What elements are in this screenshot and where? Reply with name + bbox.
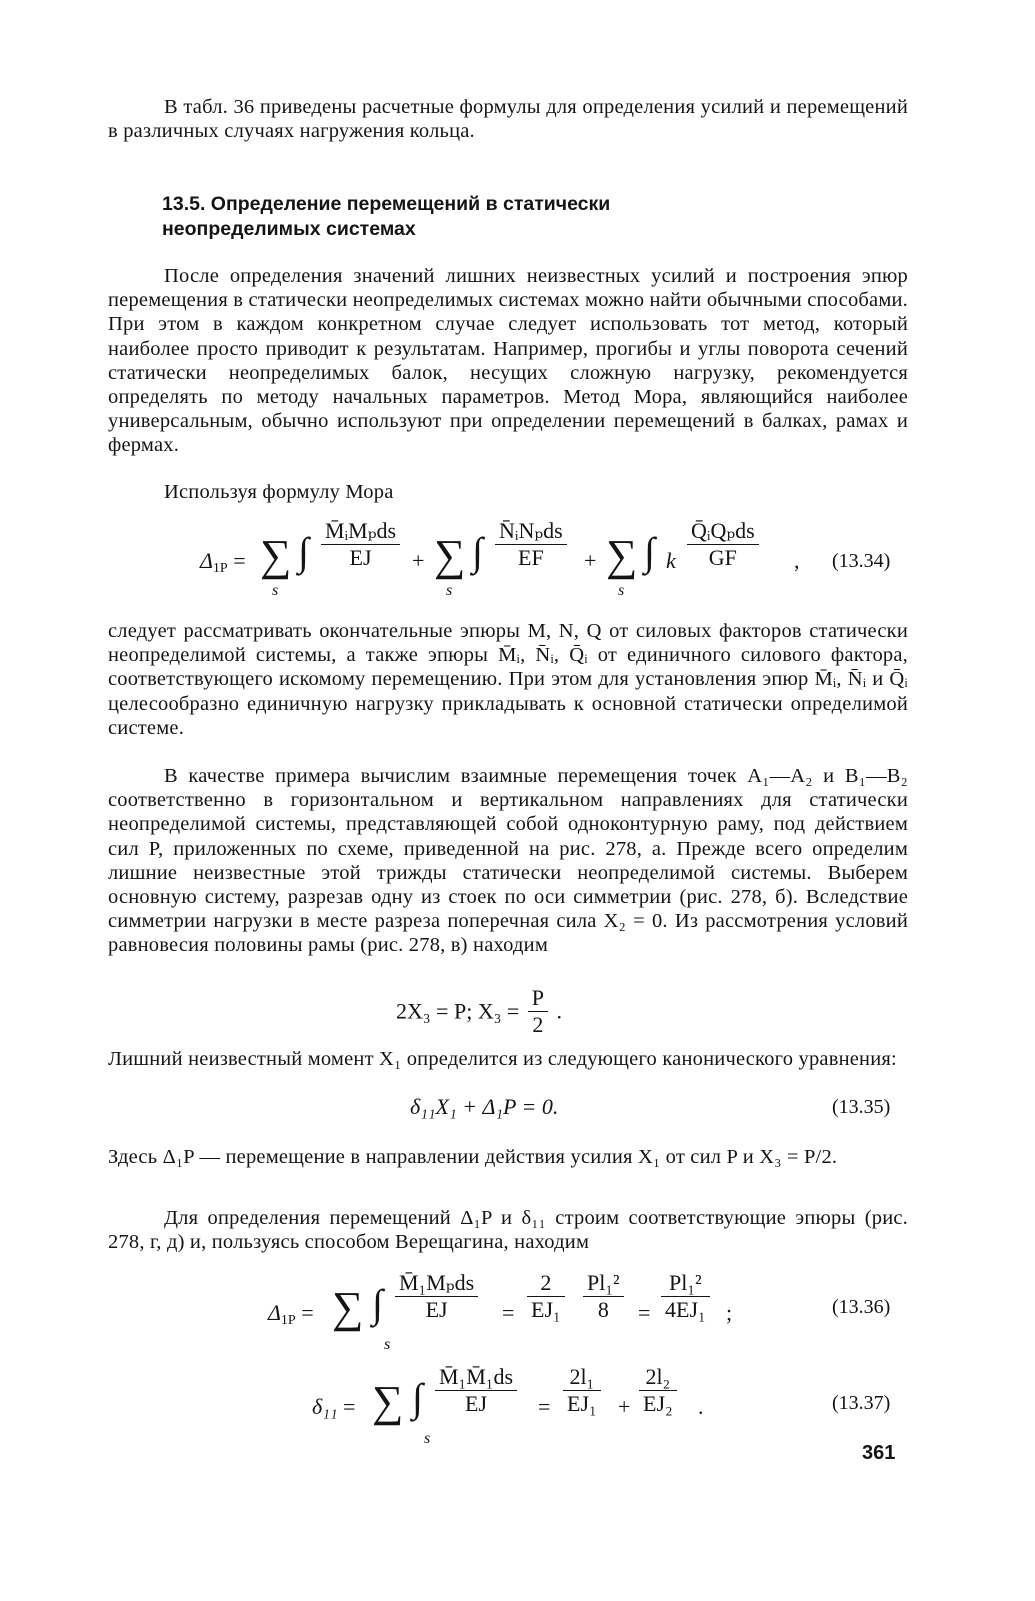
period: . bbox=[556, 998, 563, 1024]
fraction-term-3 bbox=[583, 1270, 624, 1323]
plus-sign: + bbox=[412, 548, 425, 573]
equation-13-36 bbox=[268, 1268, 748, 1358]
equation-number: (13.34) bbox=[832, 550, 891, 572]
equals-sign: = bbox=[538, 1394, 551, 1419]
fraction-term-3 bbox=[639, 1364, 677, 1417]
plus-sign: + bbox=[584, 548, 597, 573]
sum-symbol: ∑ bbox=[606, 531, 638, 580]
equation-number: (13.37) bbox=[832, 1392, 891, 1414]
paragraph-delta-definition: Здесь Δ₁P — перемещение в направлении действия усилия X₁ от сил P и X₃ = P/2. bbox=[108, 1146, 838, 1168]
integral-symbol: ∫ bbox=[412, 1375, 423, 1420]
fraction-term-2 bbox=[527, 1270, 565, 1323]
fraction-term-4 bbox=[661, 1270, 710, 1323]
page-number: 361 bbox=[862, 1442, 896, 1464]
sum-index: s bbox=[384, 1336, 391, 1353]
fraction-numerator: M̄ᵢMₚds bbox=[321, 518, 400, 545]
fraction-numerator: 2l₁ bbox=[563, 1364, 601, 1391]
equation-number: (13.35) bbox=[832, 1096, 891, 1118]
paragraph-epures: следует рассматривать окончательные эпюры M, N, Q от силовых факторов статически неопределимой системы, а также эпюры M̄ᵢ, N̄ᵢ, Q̄ᵢ от единичного силового фактора, соответствующего искомому перемещению. При этом для установления эпюр M̄ᵢ, N̄ᵢ и Q̄ᵢ целесообразно единичную нагрузку прикладывать к основной статически определимой системе. bbox=[108, 620, 908, 739]
fraction-numerator: Q̄ᵢQₚds bbox=[687, 518, 759, 545]
equation-lhs: $\Delta_{1P}$ = bbox=[200, 548, 246, 576]
equation-x3 bbox=[396, 985, 562, 1038]
fraction-numerator: Pl₁² bbox=[583, 1270, 624, 1297]
semicolon: ; bbox=[726, 1300, 733, 1325]
sum-symbol: ∑ bbox=[260, 531, 292, 580]
fraction-denominator: EJ bbox=[465, 1391, 488, 1416]
paragraph-intro: В табл. 36 приведены расчетные формулы для определения усилий и перемещений в различных случаях нагружения кольца. bbox=[108, 96, 908, 143]
fraction-term-1 bbox=[395, 1270, 478, 1323]
fraction-term-1 bbox=[321, 518, 400, 571]
paragraph-moment: Лишний неизвестный момент X₁ определится из следующего канонического уравнения: bbox=[108, 1048, 897, 1070]
fraction-numerator: M̄₁Mₚds bbox=[395, 1270, 478, 1297]
fraction-term-3 bbox=[687, 518, 759, 571]
section-heading-line-1: 13.5. Определение перемещений в статически bbox=[162, 193, 611, 215]
equals-sign: = bbox=[502, 1300, 515, 1325]
sum-symbol: ∑ bbox=[372, 1377, 404, 1426]
fraction-denominator: GF bbox=[708, 545, 737, 570]
fraction-denominator: EJ₂ bbox=[643, 1391, 673, 1416]
fraction-denominator: EJ bbox=[349, 545, 372, 570]
paragraph-example: В качестве примера вычислим взаимные перемещения точек A₁—A₂ и B₁—B₂ соответственно в горизонтальном и вертикальном направлениях для статически неопределимой системы, представляющей собой одноконтурную раму, под действием сил P, приложенных по схеме, приведенной на рис. 278, а. Прежде всего определим лишние неизвестные этой трижды статически неопределимой системы. Выберем основную систему, разрезав одну из стоек по оси симметрии (рис. 278, б). Вследствие симметрии нагрузки в месте разреза поперечная сила X₂ = 0. Из рассмотрения условий равновесия половины рамы (рис. 278, в) находим bbox=[108, 765, 908, 957]
equation-13-37 bbox=[312, 1362, 732, 1452]
fraction-term-1 bbox=[435, 1364, 517, 1417]
plus-sign: + bbox=[618, 1394, 631, 1419]
fraction-denominator: 2 bbox=[532, 1012, 544, 1037]
comma: , bbox=[794, 548, 800, 573]
integral-symbol: ∫ bbox=[372, 1281, 383, 1326]
fraction-denominator: EJ₁ bbox=[567, 1391, 597, 1416]
paragraph-mohr-intro: Используя формулу Мора bbox=[164, 481, 394, 503]
sum-symbol: ∑ bbox=[434, 531, 466, 580]
section-heading-line-2: неопределимых системах bbox=[162, 218, 416, 240]
fraction-denominator: 4EJ₁ bbox=[665, 1297, 706, 1322]
fraction-term-2 bbox=[563, 1364, 601, 1417]
equation-text: 2X₃ = P; X₃ = bbox=[396, 998, 520, 1024]
paragraph-vereshchagin: Для определения перемещений Δ₁P и δ₁₁ строим соответствующие эпюры (рис. 278, г, д) и, пользуясь способом Верещагина, находим bbox=[108, 1207, 908, 1254]
integral-symbol: ∫ bbox=[472, 529, 483, 574]
fraction-denominator: EJ₁ bbox=[531, 1297, 561, 1322]
fraction-denominator: EF bbox=[518, 545, 544, 570]
integral-symbol: ∫ bbox=[298, 529, 309, 574]
fraction-numerator: 2l₂ bbox=[639, 1364, 677, 1391]
fraction-numerator: 2 bbox=[527, 1270, 565, 1297]
integral-symbol: ∫ bbox=[644, 529, 655, 574]
fraction-numerator: M̄₁M̄₁ds bbox=[435, 1364, 517, 1391]
sum-index: s bbox=[272, 582, 279, 599]
sum-index: s bbox=[618, 582, 625, 599]
period: . bbox=[698, 1394, 704, 1419]
fraction-term-2 bbox=[495, 518, 567, 571]
fraction-numerator: N̄ᵢNₚds bbox=[495, 518, 567, 545]
sum-index: s bbox=[424, 1430, 431, 1447]
sum-index: s bbox=[446, 582, 453, 599]
equation-number: (13.36) bbox=[832, 1296, 891, 1318]
fraction-numerator: Pl₁² bbox=[661, 1270, 710, 1297]
sum-symbol: ∑ bbox=[332, 1283, 364, 1332]
fraction-numerator: P bbox=[528, 985, 548, 1012]
coefficient-k: k bbox=[666, 548, 676, 573]
equals-sign: = bbox=[638, 1300, 651, 1325]
equation-13-34 bbox=[200, 510, 820, 600]
paragraph-after-heading: После определения значений лишних неизвестных усилий и построения эпюр перемещения в статически неопределимых системах можно найти обычными способами. При этом в каждом конкретном случае следует использовать тот метод, который наиболее просто приводит к результатам. Например, прогибы и углы поворота сечений статически неопределимых балок, несущих сложную нагрузку, рекомендуется определять по методу начальных параметров. Метод Мора, являющийся наиболее универсальным, обычно используют при определении перемещений в балках, рамах и фермах. bbox=[108, 265, 908, 457]
equation-lhs: $\Delta_{1P}$ = bbox=[268, 1300, 314, 1328]
fraction-denominator: EJ bbox=[425, 1297, 448, 1322]
fraction-denominator: 8 bbox=[597, 1297, 609, 1322]
equation-13-35 bbox=[410, 1094, 558, 1120]
section-heading bbox=[162, 192, 862, 242]
equation-text: δ₁₁X₁ + Δ₁P = 0. bbox=[410, 1094, 559, 1119]
fraction-p-over-2 bbox=[528, 985, 548, 1038]
equation-lhs: δ₁₁ = bbox=[312, 1394, 356, 1419]
